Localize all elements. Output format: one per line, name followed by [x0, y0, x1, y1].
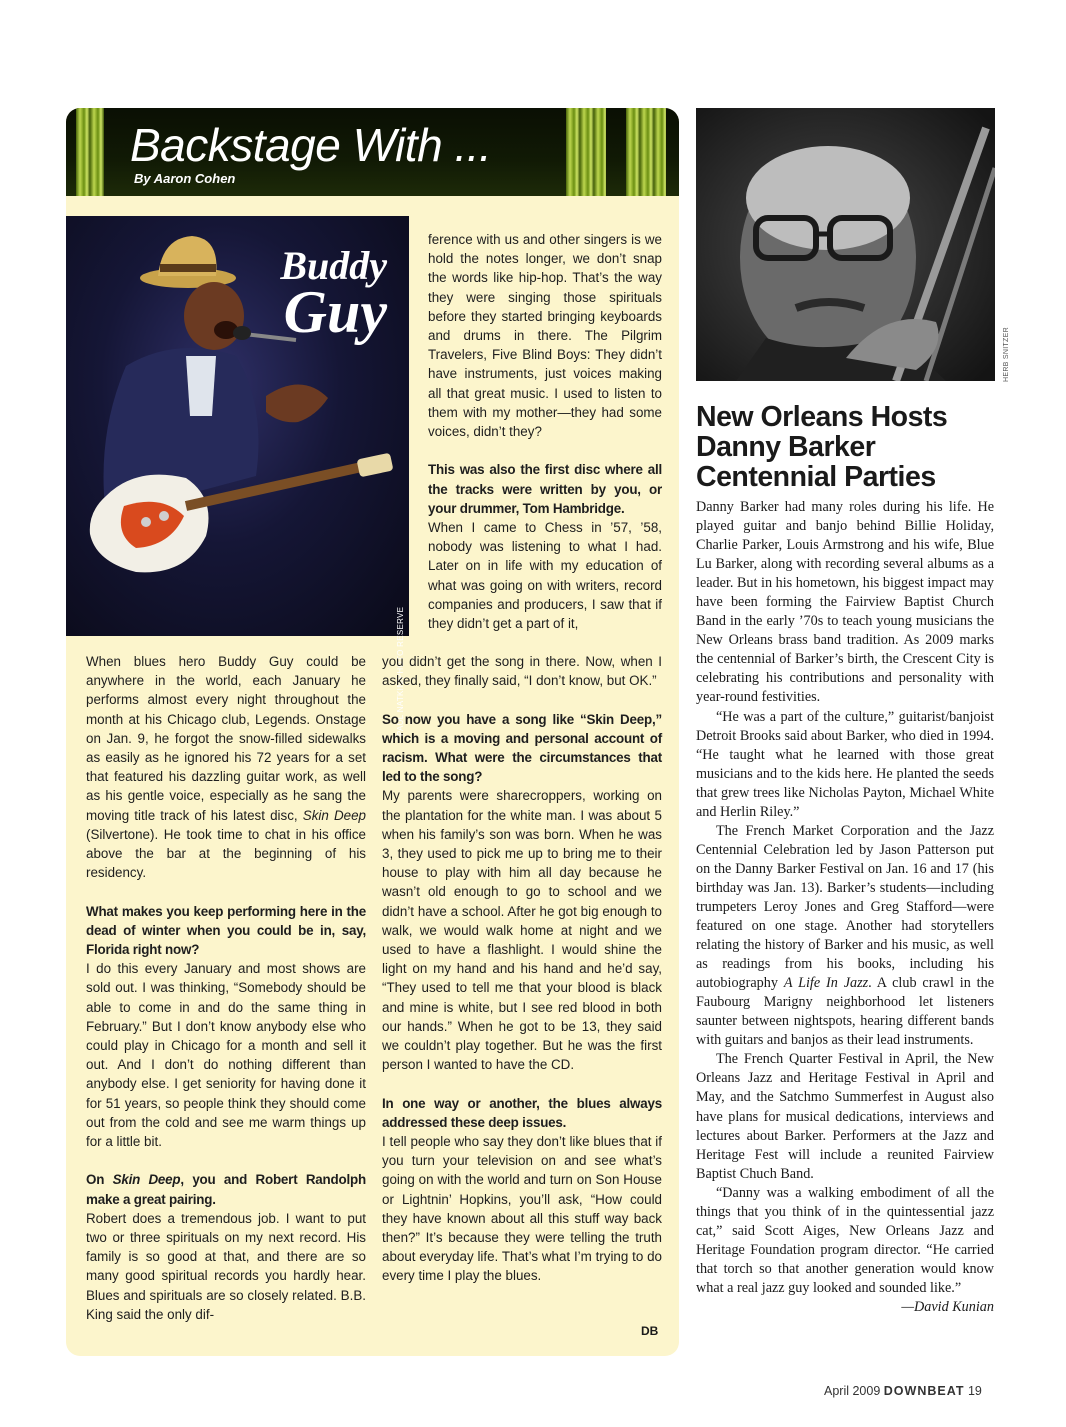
album-title: Skin Deep: [112, 1172, 181, 1188]
artist-last-name: Guy: [283, 279, 387, 345]
answer: I tell people who say they don’t like blues that if you turn your television on and see what’s going on with the world and turn on Son House or Lightnin’ Hopkins, you’ll ask, “How could they have known about all this stuff way back then?” It’s because they were telling the truth about everyday life. That’s what I’m trying to do every time I play the blues.: [382, 1134, 662, 1284]
photo-credit: HERB SNITZER: [1003, 327, 1010, 382]
magazine-name: DOWNBEAT: [883, 1384, 965, 1398]
book-title: A Life In Jazz: [783, 975, 869, 992]
question: What makes you keep performing here in the dead of winter when you could be in, say, Florida right now?: [86, 903, 366, 958]
artist-first-name: Buddy: [280, 243, 387, 288]
news-headline: New Orleans Hosts Danny Barker Centennial Parties: [696, 401, 948, 493]
backstage-feature: [66, 108, 679, 1356]
answer: When I came to Chess in ’57, ’58, nobody was listening to what I had. Later on in life with my education of what was going on with writers, record companies and producers, I saw that if they didn’t get a part of it,: [428, 520, 662, 632]
curtain-graphic: [626, 108, 666, 196]
question: In one way or another, the blues always addressed these deep issues.: [382, 1095, 662, 1130]
byline: By Aaron Cohen: [134, 171, 236, 186]
question: So now you have a song like “Skin Deep,” which is a moving and personal account of racism. What were the circumstances that led to the song?: [382, 711, 662, 785]
intro-text: When blues hero Buddy Guy could be anywhere in the world, each January he performs almost every night throughout the month at his Chicago club, Legends. Onstage on Jan. 9, he forgot the snow-filled sidewalks as easily as he ignored his 72 years for a set that featured his dazzling guitar work, as well as his gentle voice, especially as he sang the moving title track of his latest disc,: [86, 654, 366, 823]
article-text: “Danny was a walking embodiment of all the things that you think of in the quintessential jazz cat,” said Scott Aiges, New Orleans Jazz and Heritage Foundation program director. “He carried that torch so that another generation would know what a real jazz guy looked and sounded like.”: [696, 1184, 994, 1296]
news-article: [696, 498, 994, 1317]
question: [86, 1170, 366, 1208]
question-text: , you and Robert Randolph make a great pairing.: [86, 1172, 366, 1207]
issue-date: April 2009: [824, 1384, 881, 1398]
author-signature: —David Kunian: [901, 1298, 994, 1315]
answer: ference with us and other singers is we hold the notes longer, we don’t snap the words like hip-hop. That’s the way they were singing those spirituals before they started bringing keyboards and drums in there. The Pilgrim Travelers, Five Blind Boys: They didn’t have instruments, just voices making all that great music. I used to listen to them with my mother—they had some voices, didn’t they?: [428, 232, 662, 440]
photo-credit: PAUL NATKIN/PHOTO RESERVE: [396, 606, 405, 736]
end-mark: DB: [641, 1324, 659, 1338]
answer: Robert does a tremendous job. I want to put two or three spirituals on my next record. His family is so good at that, and there are so many good spiritual records you hardly hear. Blues and spirituals are so closely related. B.B. King said the only dif-: [86, 1210, 366, 1322]
article-paragraph: Danny Barker had many roles during his life. He played guitar and banjo behind Billie Holiday, Charlie Parker, Louis Armstrong and his wife, Blue Lu Barker, along with recording several albums as a leader. But in his hometown, his biggest impact may have been forming the Fairview Baptist Church Band in the early ’70s to teach young musicians the New Orleans brass band tradition. As 2009 marks the centennial of Barker’s birth, the Crescent City is celebrating his contributions and personality with year-round festivities.: [696, 499, 994, 706]
answer: you didn’t get the song in there. Now, when I asked, they finally said, “I don’t know, but OK.”: [382, 654, 662, 689]
album-title: Skin Deep: [302, 807, 366, 823]
section-banner: [66, 108, 679, 196]
article-text: The French Market Corporation and the Jazz Centennial Celebration led by Jason Patterson put on the Danny Barker Festival on Jan. 16 and 17 (his birthday was Jan. 13). Barker’s students—including trumpeters Leroy Jones and Greg Stafford—were featured on one stage. Another had storytellers relating the history of Barker and his music, as well as readings from his books, including his autobiography: [696, 822, 994, 992]
interview-column-2-top: [428, 230, 662, 633]
page-folio: [824, 1384, 982, 1398]
danny-barker-photo: [696, 108, 995, 381]
question: This was also the first disc where all the tracks were written by you, or your drummer, Tom Hambridge.: [428, 462, 662, 516]
question-text: On: [86, 1172, 105, 1188]
intro-text: (Silvertone). He took time to chat in his office above the bar at the beginning of his residency.: [86, 826, 366, 881]
interview-column-1: [86, 652, 366, 1324]
curtain-graphic: [566, 108, 606, 196]
article-paragraph: The French Quarter Festival in April, the New Orleans Jazz and Heritage Festival in April and May, and the Satchmo Summerfest in August also have plans for musical dedications, interviews and lectures about Barker. Performers at the Jazz and Heritage Fest will include a reunited Fairview Baptist Chuch Band.: [696, 1051, 994, 1182]
buddy-guy-photo: [66, 216, 409, 736]
article-text: . A club crawl in the Faubourg Marigny neighborhood let listeners saunter between nightspots, hearing different bands with guitars and banjos as their lead instruments.: [696, 975, 995, 1049]
article-paragraph: [696, 1184, 994, 1315]
portrait-illustration: [696, 108, 995, 381]
section-title: Backstage With ...: [130, 119, 492, 171]
curtain-graphic: [76, 108, 104, 196]
intro-paragraph: [86, 652, 366, 882]
answer: My parents were sharecroppers, working on the plantation for the white man. I was about 5 when his family’s son was born. When he was 3, they used to pick me up to bring me to their house to play with him all day because he wasn’t old enough to go to school and we didn’t have a school. After he got big enough to walk, we would walk home at night and we used to have a flashlight. I would shine the light on my hand and his hand and he’d say, “They used to tell me that your blood is black and mine is white, but I see red blood in both our hands.” When he got to be 13, they said we couldn’t play together. But he was the first person I wanted to have the CD.: [382, 788, 662, 1073]
article-paragraph: “He was a part of the culture,” guitarist/banjoist Detroit Brooks said about Barker, who died in 1994. “He taught what he learned with those great musicians and to the kids here. He planted the seeds that grew trees like Nicholas Payton, Michael White and Herlin Riley.”: [696, 708, 994, 820]
answer: I do this every January and most shows are sold out. I was thinking, “Somebody should be able to come in and do the same thing in February.” But I don’t know anybody else who could play in Chicago for a month and sell it out. And I don’t do nothing different than anybody else. I get seniority for having done it for 51 years, so people think they should come out from the cold and see me warm things up for a little bit.: [86, 961, 366, 1150]
article-paragraph: [696, 822, 994, 1051]
interview-column-2-bottom: [382, 652, 662, 1286]
page-number: 19: [967, 1384, 982, 1398]
